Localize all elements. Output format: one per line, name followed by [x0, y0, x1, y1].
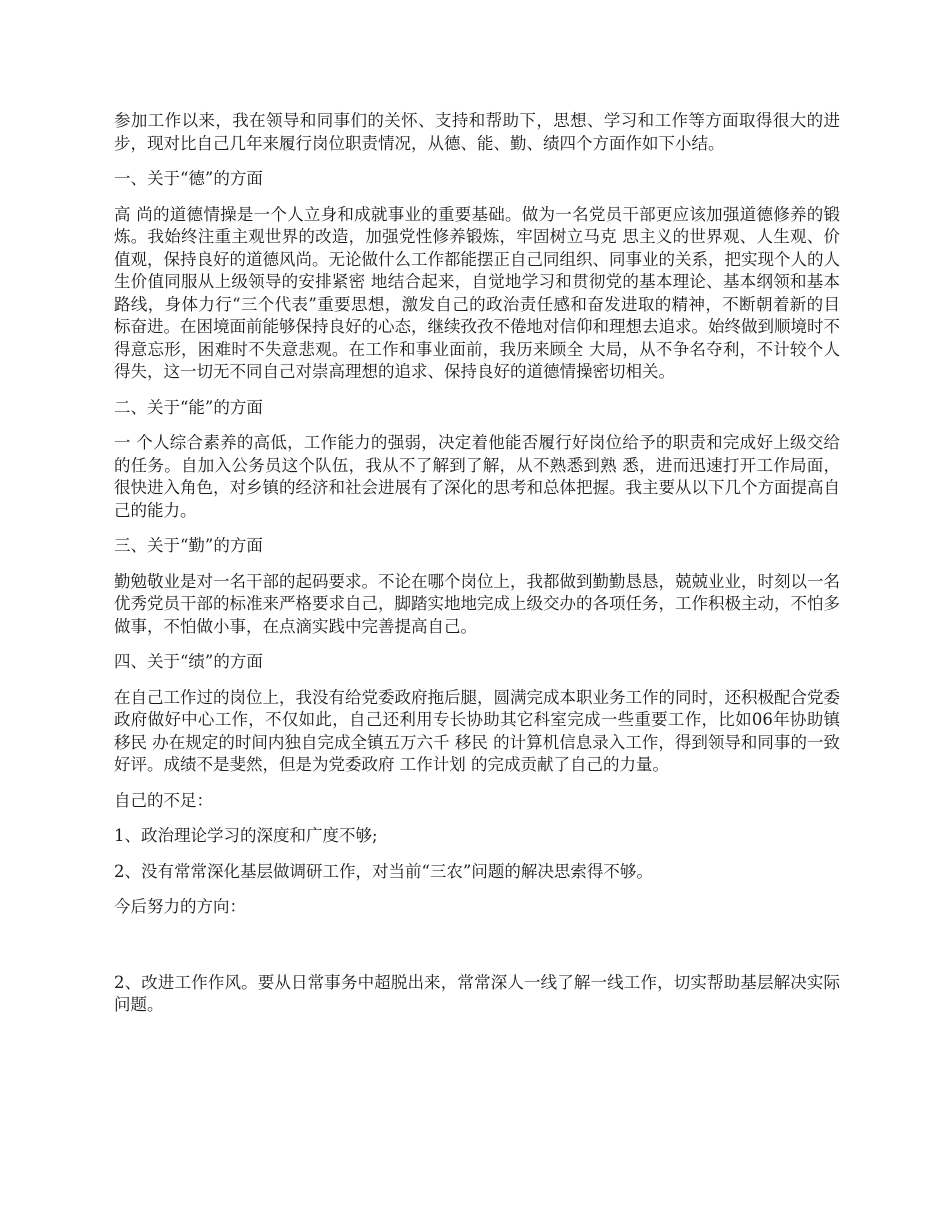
shortcoming-item-1: 1、政治理论学习的深度和广度不够; — [114, 826, 378, 845]
section-heading-qin: 三、关于“勤”的方面 — [114, 536, 263, 555]
shortcomings-heading: 自己的不足： — [114, 790, 213, 810]
section-heading-de: 一、关于“德”的方面 — [114, 169, 263, 188]
blank-gap — [114, 932, 840, 972]
section-body-neng: 一 个人综合素养的高低，工作能力的强弱，决定着他能否履行好岗位给予的职责和完成好上级交给的任务。自加入公务员这个队伍，我从不了解到了解，从不熟悉到熟 悉，进而迅速打开工作局面，很快进入角色，对乡镇的经济和社会进展有了深化的思考和总体把握。我主要从以下几个方面提高自己的能力。 — [114, 433, 840, 520]
section-body-qin: 勤勉敬业是对一名干部的起码要求。不论在哪个岗位上，我都做到勤勤恳恳，兢兢业业，时刻以一名优秀党员干部的标准来严格要求自己，脚踏实地地完成上级交办的各项任务，工作积极主动，不怕多做事，不怕做小事，在点滴实践中完善提高自己。 — [114, 571, 840, 636]
shortcoming-item-2: 2、没有常常深化基层做调研工作，对当前“三农”问题的解决思索得不够。 — [114, 861, 653, 881]
document-page — [114, 110, 840, 1030]
direction-item-2: 2、改进工作作风。要从日常事务中超脱出来，常常深人一线了解一线工作，切实帮助基层解决实际问题。 — [114, 972, 840, 1014]
section-heading-neng: 二、关于“能”的方面 — [114, 397, 263, 417]
intro-paragraph: 参加工作以来，我在领导和同事们的关怀、支持和帮助下，思想、学习和工作等方面取得很大的进步，现对比自己几年来履行岗位职责情况，从德、能、勤、绩四个方面作如下小结。 — [114, 111, 840, 153]
section-body-ji: 在自己工作过的岗位上，我没有给党委政府拖后腿，圆满完成本职业务工作的同时，还积极配合党委政府做好中心工作，不仅如此，自己还利用专长协助其它科室完成一些重要工作，比如06年协助镇 移民 办在规定的时间内独自完成全镇五万六千 移民 的计算机信息录入工作，得到领导和同事的一致好评。成绩不是斐然，但是为党委政府 工作计划 的完成贡献了自己的力量。 — [114, 687, 840, 774]
section-heading-ji: 四、关于“绩”的方面 — [114, 652, 263, 671]
section-body-de: 高 尚的道德情操是一个人立身和成就事业的重要基础。做为一名党员干部更应该加强道德修养的锻炼。我始终注重主观世界的改造，加强党性修养锻炼，牢固树立马克 思主义的世界观、人生观、价值观，保持良好的道德风尚。无论做什么工作都能摆正自己同组织、同事业的关系，把实现个人的人生价值同服从上级领导的安排紧密 地结合起来，自觉地学习和贯彻党的基本理论、基本纲领和基本路线，身体力行“三个代表”重要思想，激发自己的政治责任感和奋发进取的精神，不断朝着新的目 标奋进。在困境面前能够保持良好的心态，继续孜孜不倦地对信仰和理想去追求。始终做到顺境时不得意忘形，困难时不失意悲观。在工作和事业面前，我历来顾全 大局，从不争名夺利，不计较个人得失，这一切无不同自己对崇高理想的追求、保持良好的道德情操密切相关。 — [114, 204, 840, 381]
direction-heading: 今后努力的方向： — [114, 897, 246, 916]
